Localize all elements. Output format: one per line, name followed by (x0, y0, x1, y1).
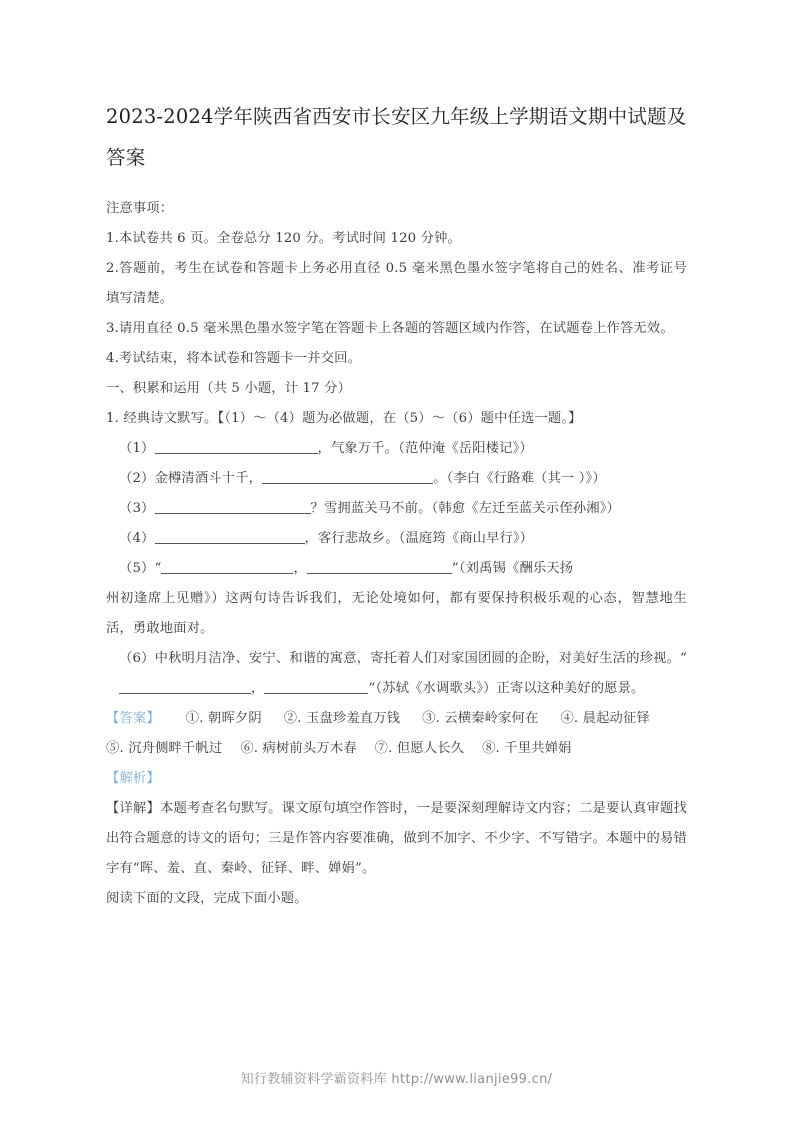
answer-item: ④. 晨起动征铎 (560, 711, 650, 726)
answer-blank[interactable] (119, 678, 251, 694)
item-text: 。（李白《行路难（其一 ）》） (433, 471, 606, 486)
detail-text: 本题考查名句默写。课文原句填空作答时，一是要深刻理解诗文内容；二是要认真审题找出符合题意的诗文的语句；三是作答内容要准确，做到不加字、不少字、不写错字。本题中的易错字有“晖、羞、直、秦岭、征铎、畔、婵娟”。 (106, 801, 687, 876)
answer-item: ③. 云横秦岭家何在 (422, 711, 539, 726)
notice-item-2: 2.答题前，考生在试卷和答题卡上务必用直径 0.5 毫米黑色墨水签字笔将自己的姓名、准考证号填写清楚。 (106, 261, 687, 306)
quote-mid: ， (293, 561, 307, 576)
detail-tag: 【详解】 (106, 801, 161, 816)
answer-blank[interactable] (161, 558, 293, 574)
question-1-item-2 (106, 464, 687, 494)
question-1-item-1 (106, 434, 687, 464)
item-label: （1） (119, 441, 155, 456)
question-1-item-6 (106, 644, 687, 704)
quote-open: “ (154, 561, 162, 576)
section-heading: 一、积累和运用（共 5 小题，计 17 分） (106, 381, 352, 396)
notice-item-3: 3.请用直径 0.5 毫米黑色墨水签字笔在答题卡上各题的答题区域内作答，在试题卷上作答无效。 (106, 321, 674, 336)
quote-mid: ， (251, 681, 265, 696)
question-1-stem: 1. 经典诗文默写。【（1）～（4）题为必做题，在（5）～（6）题中任选一题。】 (106, 411, 582, 426)
footer-watermark (0, 1068, 793, 1087)
analysis-tag: 【解析】 (106, 771, 160, 786)
answer-item: ②. 玉盘珍羞直万钱 (283, 711, 401, 726)
analysis-detail (106, 794, 687, 884)
item-prefix: 金樽清酒斗十千， (154, 471, 263, 486)
footer-site-name: 知行教辅资料学霸资料库 (240, 1072, 387, 1087)
item-label: （2） (119, 471, 155, 486)
answer-blank[interactable] (262, 468, 433, 484)
item-text: ，气象万千。（范仲淹《岳阳楼记》） (317, 441, 533, 456)
analysis-tag-line (106, 764, 687, 794)
answer-item: ⑦. 但愿人长久 (374, 741, 465, 756)
item-label: （3） (119, 501, 155, 516)
question-1-item-5 (106, 554, 687, 584)
item-5-tail-1: （刘禹锡《酬乐天扬 (458, 561, 574, 576)
answer-block (106, 704, 687, 764)
answer-item: ⑥. 病树前头万木春 (240, 741, 357, 756)
answer-blank[interactable] (307, 558, 452, 574)
notice-heading: 注意事项： (106, 201, 174, 216)
quote-close: ” (451, 561, 459, 576)
answer-blank[interactable] (155, 498, 311, 514)
item-6-lead: 中秋明月洁净、安宁、和谐的寓意，寄托着人们对家国团圆的企盼，对美好生活的珍视。 (154, 651, 681, 666)
answer-item: ①. 朝晖夕阴 (185, 711, 262, 726)
question-1-item-4 (106, 524, 687, 554)
notice-item-1: 1.本试卷共 6 页。全卷总分 120 分。考试时间 120 分钟。 (106, 231, 462, 246)
next-question-prompt: 阅读下面的文段，完成下面小题。 (106, 891, 308, 906)
item-text: ，客行悲故乡。（温庭筠《商山早行》） (304, 531, 534, 546)
question-1-item-3 (106, 494, 687, 524)
answer-blank[interactable] (155, 438, 318, 454)
answer-blank[interactable] (264, 678, 368, 694)
item-6-tail: （苏轼《水调歌头》）正寄以这种美好的愿景。 (375, 681, 645, 696)
item-text: ？雪拥蓝关马不前。（韩愈《左迁至蓝关示侄孙湘》） (310, 501, 620, 516)
item-label: （5） (119, 561, 155, 576)
answer-tag: 【答案】 (106, 711, 160, 726)
quote-close: ” (368, 681, 376, 696)
answer-item: ⑧. 千里共婵娟 (482, 741, 572, 756)
quote-open: “ (680, 651, 687, 666)
item-label: （4） (119, 531, 155, 546)
question-1-item-5-continued: 州初逢席上见赠》）这两句诗告诉我们，无论处境如何，都有要保持积极乐观的心态，智慧地生活，勇敢地面对。 (106, 591, 687, 636)
notice-item-4: 4.考试结束，将本试卷和答题卡一并交回。 (106, 351, 362, 366)
footer-url: http://www.lianjie99.cn/ (391, 1072, 553, 1087)
page-title: 2023-2024学年陕西省西安市长安区九年级上学期语文期中试题及答案 (106, 105, 687, 169)
item-label: （6） (119, 651, 155, 666)
answer-blank[interactable] (155, 528, 305, 544)
answer-item: ⑤. 沉舟侧畔千帆过 (106, 741, 223, 756)
